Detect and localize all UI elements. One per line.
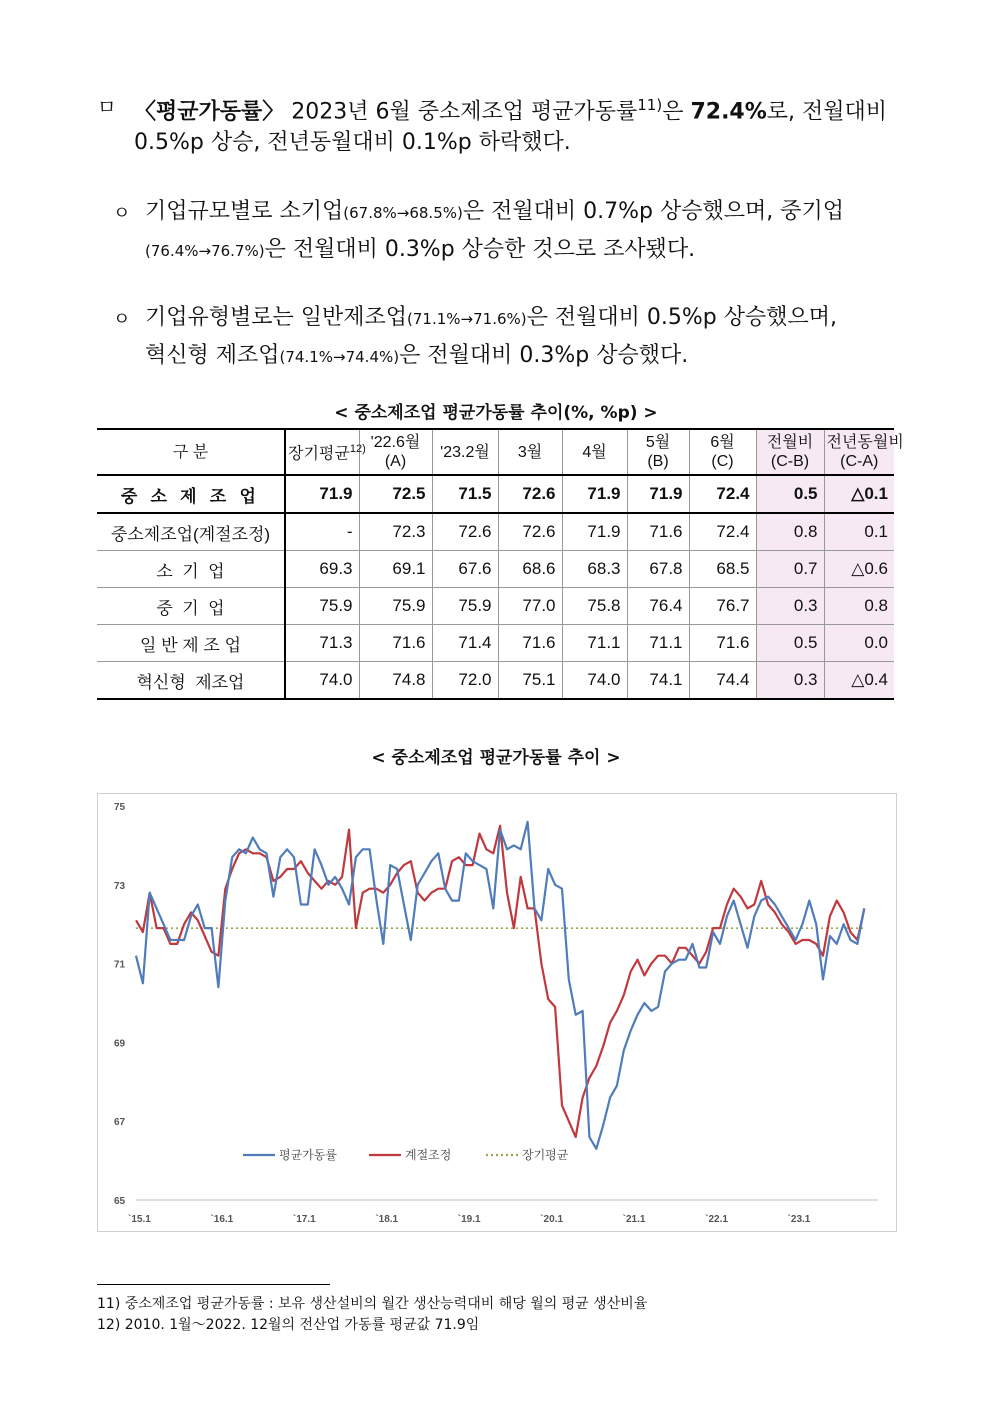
table-cell: 76.7	[689, 588, 756, 625]
chart-svg	[98, 794, 896, 1231]
table-cell: 0.8	[824, 588, 894, 625]
y-tick-label: 75	[114, 802, 126, 813]
paragraph-summary	[134, 87, 894, 167]
table-body	[97, 475, 894, 699]
legend-long-term-average-label: 장기평균	[522, 1148, 569, 1162]
table-cell: 69.3	[285, 551, 359, 588]
table-cell: 0.3	[756, 662, 824, 700]
paragraph-summary-line1	[134, 87, 887, 130]
table-cell: 71.9	[562, 475, 627, 513]
header-line2: (A)	[384, 453, 407, 470]
x-tick-label: `22.1	[705, 1214, 728, 1225]
table-cell: 72.0	[432, 662, 498, 700]
table-cell: 67.8	[627, 551, 689, 588]
x-tick-label: `20.1	[540, 1214, 564, 1225]
table-cell: △0.1	[824, 475, 894, 513]
table-cell: 76.4	[627, 588, 689, 625]
table-row	[97, 513, 894, 551]
legend-average-utilization-label: 평균가동률	[279, 1148, 337, 1162]
table-cell: 71.3	[285, 625, 359, 662]
highlight-value: 72.4%	[690, 99, 767, 125]
table-cell: 68.6	[498, 551, 562, 588]
x-tick-label: `16.1	[210, 1214, 234, 1225]
text-segment: 은 전월대비 0.3%p 상승했다.	[399, 343, 689, 368]
table-cell: 0.3	[756, 588, 824, 625]
table-cell: 0.7	[756, 551, 824, 588]
text-segment: 은 전월대비 0.3%p 상승한 것으로 조사됐다.	[264, 237, 696, 262]
table-cell: 0.5	[756, 475, 824, 513]
y-tick-label: 65	[114, 1196, 126, 1207]
table-cell: 72.6	[498, 475, 562, 513]
paragraph-type-line2	[145, 338, 688, 375]
legend-seasonally-adjusted-label: 계절조정	[405, 1148, 452, 1162]
text-segment: 로, 전월대비	[766, 99, 888, 125]
x-tick-label: `21.1	[622, 1214, 646, 1225]
table-cell: 71.9	[627, 475, 689, 513]
table-cell: 75.9	[359, 588, 432, 625]
paragraph-size-line2	[145, 232, 695, 269]
x-tick-label: `19.1	[457, 1214, 481, 1225]
text-segment: 혁신형 제조업	[145, 343, 280, 368]
table-row	[97, 551, 894, 588]
text-segment: 은 전월대비 0.5%p 상승했으며,	[526, 305, 837, 330]
header-line1: 3월	[517, 443, 543, 461]
row-label: 중소제조업(계절조정)	[97, 513, 285, 551]
header-cell	[627, 429, 689, 475]
paragraph-type-line1	[145, 300, 837, 337]
table-cell: 71.9	[285, 475, 359, 513]
table-cell: 71.6	[359, 625, 432, 662]
paragraph-size-line1	[145, 194, 844, 231]
header-line1: 장기평균	[288, 445, 350, 463]
header-line2: (C-A)	[840, 453, 879, 470]
y-tick-label: 67	[114, 1117, 126, 1129]
small-note: (67.8%→68.5%)	[343, 204, 463, 222]
row-label: 중 소 제 조 업	[97, 475, 285, 513]
table-header-row	[97, 429, 894, 475]
table-cell: 0.8	[756, 513, 824, 551]
header-cell	[285, 429, 366, 475]
row-label: 혁신형 제조업	[97, 662, 285, 700]
table-cell: 69.1	[359, 551, 432, 588]
header-line1: 전월비	[766, 434, 814, 451]
footnote-ref-11: 11)	[637, 96, 663, 114]
table-cell: 0.1	[824, 513, 894, 551]
x-tick-label: `17.1	[292, 1214, 316, 1225]
table-cell: 71.9	[562, 513, 627, 551]
table-cell: 0.5	[756, 625, 824, 662]
header-cell	[97, 429, 285, 475]
table-cell: 71.6	[689, 625, 756, 662]
table-row	[97, 625, 894, 662]
y-tick-label: 73	[114, 880, 126, 892]
text-segment: 은 전월대비 0.7%p 상승했으며, 중기업	[462, 199, 844, 224]
header-line2: (C-B)	[770, 453, 810, 470]
header-line1: 6월	[710, 434, 735, 451]
table-cell: 75.8	[562, 588, 627, 625]
table-cell: 75.9	[285, 588, 359, 625]
table-cell: 71.6	[498, 625, 562, 662]
table-cell: 75.1	[498, 662, 562, 700]
table-cell: 71.4	[432, 625, 498, 662]
chart-caption: < 중소제조업 평균가동률 추이 >	[371, 748, 621, 768]
table-cell: △0.6	[824, 551, 894, 588]
table-cell: 72.4	[689, 513, 756, 551]
row-label: 일 반 제 조 업	[97, 625, 285, 662]
paragraph-type	[145, 300, 895, 380]
table-cell: 0.0	[824, 625, 894, 662]
text-segment: 2023년 6월 중소제조업 평균가동률	[284, 99, 638, 125]
header-line2: (C)	[711, 453, 734, 470]
text-segment: 기업유형별로는 일반제조업	[145, 305, 408, 330]
table-cell: 71.1	[627, 625, 689, 662]
table-cell: 68.3	[562, 551, 627, 588]
table-cell: 74.4	[689, 662, 756, 700]
x-tick-label: `23.1	[787, 1214, 811, 1225]
header-line2: (B)	[647, 453, 669, 470]
footnote-12: 12) 2010. 1월～2022. 12월의 전산업 가동률 평균값 71.9임	[97, 1317, 480, 1333]
header-line1: 4월	[582, 443, 607, 461]
table-cell: 68.5	[689, 551, 756, 588]
bullet-circle-icon: ㅇ	[113, 203, 131, 224]
small-note: (71.1%→71.6%)	[407, 310, 527, 328]
table-cell: 72.6	[498, 513, 562, 551]
table-caption: < 중소제조업 평균가동률 추이(%, %p) >	[334, 403, 658, 423]
small-note: (74.1%→74.4%)	[279, 348, 400, 366]
table-cell: 74.0	[562, 662, 627, 700]
header-line1: 구 분	[172, 443, 209, 461]
table-row	[97, 662, 894, 700]
table-cell: 72.4	[689, 475, 756, 513]
table-cell: 77.0	[498, 588, 562, 625]
utilization-table	[97, 428, 904, 700]
header-cell	[498, 429, 562, 475]
text-segment: 은	[662, 99, 691, 125]
bullet-square-icon: ㅁ	[97, 95, 117, 119]
series-line-average-utilization	[136, 822, 864, 1149]
header-line1: '23.2월	[440, 443, 490, 461]
table-cell: 71.5	[432, 475, 498, 513]
table-row	[97, 588, 894, 625]
bullet-circle-icon: ㅇ	[113, 309, 131, 330]
header-cell	[562, 429, 627, 475]
table-cell: 71.1	[562, 625, 627, 662]
header-line1: 5월	[645, 434, 671, 451]
paragraph-summary-line2: 0.5%p 상승, 전년동월대비 0.1%p 하락했다.	[134, 130, 571, 155]
y-tick-label: 71	[114, 959, 126, 971]
row-label: 소 기 업	[97, 551, 285, 588]
text-segment: 기업규모별로 소기업	[145, 199, 344, 224]
table-cell: 72.3	[359, 513, 432, 551]
small-note: (76.4%→76.7%)	[145, 242, 265, 260]
paragraph-size	[145, 194, 895, 274]
heading-average-utilization: 〈평균가동률〉	[134, 99, 285, 125]
row-label: 중 기 업	[97, 588, 285, 625]
table-cell: 74.1	[627, 662, 689, 700]
header-cell	[359, 429, 432, 475]
y-tick-label: 69	[114, 1038, 126, 1050]
header-line1: '22.6월	[370, 434, 421, 451]
header-cell	[432, 429, 498, 475]
table-cell: △0.4	[824, 662, 894, 700]
table-cell: -	[285, 513, 359, 551]
table-cell: 74.0	[285, 662, 359, 700]
utilization-chart	[97, 793, 897, 1232]
header-cell	[756, 429, 824, 475]
table-cell: 74.8	[359, 662, 432, 700]
x-tick-label: `15.1	[128, 1214, 151, 1225]
footnote-11: 11) 중소제조업 평균가동률 : 보유 생산설비의 월간 생산능력대비 해당 월의 평균 생산비율	[97, 1296, 648, 1312]
table-cell: 71.6	[627, 513, 689, 551]
footnote-ref-12: 12)	[349, 443, 366, 456]
header-cell	[689, 429, 756, 475]
footnote-divider	[97, 1284, 330, 1285]
series-line-seasonally-adjusted	[136, 826, 864, 1137]
table-cell: 72.5	[359, 475, 432, 513]
table-cell: 67.6	[432, 551, 498, 588]
x-tick-label: `18.1	[375, 1214, 399, 1225]
table-cell: 75.9	[432, 588, 498, 625]
header-line1: 전년동월비	[826, 434, 904, 451]
header-cell	[824, 429, 904, 475]
table-row	[97, 475, 894, 513]
table-cell: 72.6	[432, 513, 498, 551]
